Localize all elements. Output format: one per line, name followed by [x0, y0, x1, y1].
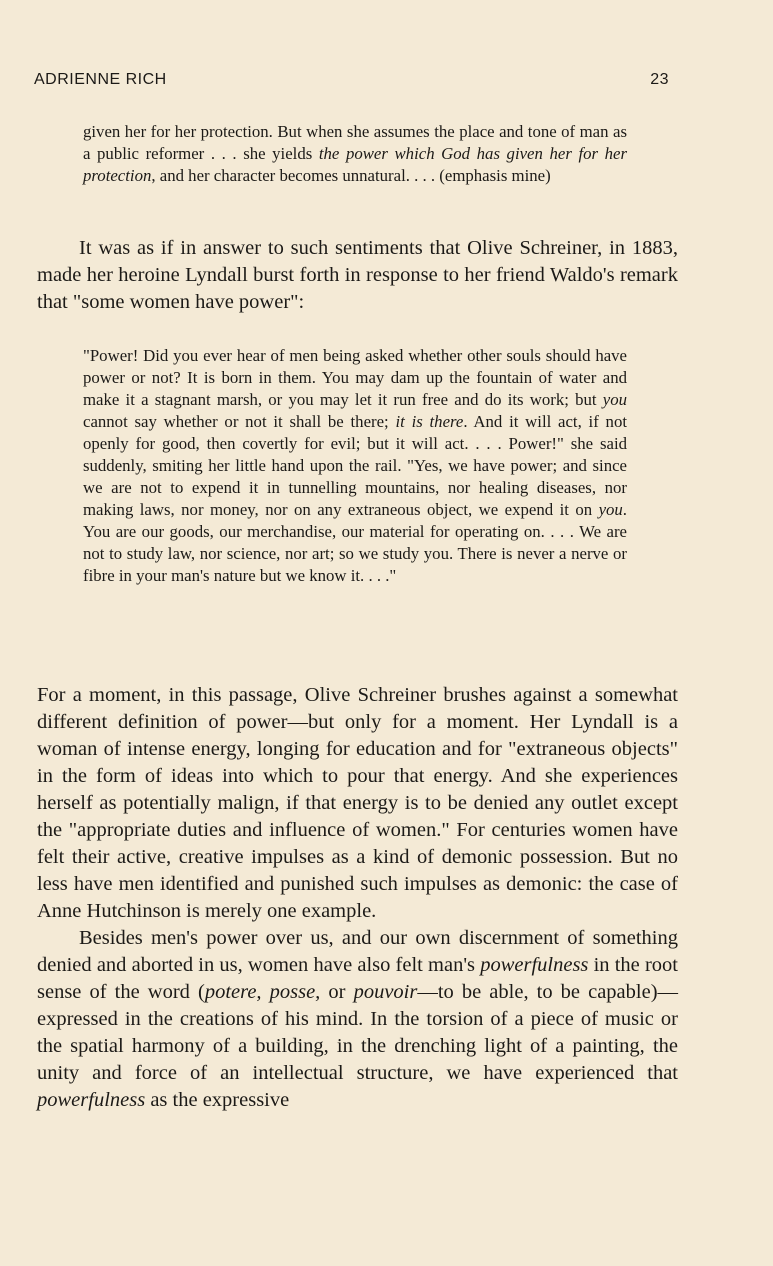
p2-text-3: or: [320, 981, 354, 1003]
p2-text-4: —to be able, to be capable)—expressed in the creations of his mind. In the torsion of a piece of music or the spatial harmony of a building, in the drenching light of a painting, the unity and force of an intellectual structure, we have experienced that: [37, 981, 679, 1084]
p2-text-1: Besides men's power over us, and our own discernment of something denied and aborted in us, women have also felt man's: [37, 927, 678, 976]
quote1-text-1: given her for her protection. But when she assumes the place and tone of man as a public reformer . . . she yields: [83, 122, 627, 163]
quote2-text-3: . And it will act, if not openly for good, then covertly for evil; but it will act. . . . Power!" she said suddenly, smiting her little hand upon the rail. "Yes, we have power; and since we are not to expend it in tunnelling mountains, nor healing diseases, nor making laws, nor money, nor on any extraneous object, we expend it on: [83, 412, 628, 519]
running-head-author: ADRIENNE RICH: [34, 71, 167, 88]
p2-emphasis-powerfulness-2: powerfulness: [37, 1089, 146, 1111]
running-head: [34, 71, 669, 89]
quote2-text-2: cannot say whether or not it shall be there;: [83, 412, 396, 431]
main-text: [37, 682, 678, 1114]
quote1-text-2: , and her character becomes unnatural. . . . (emphasis mine): [151, 166, 551, 185]
p2-text-5: as the expressive: [145, 1089, 290, 1111]
quote2-text-4: . You are our goods, our merchandise, our material for operating on. . . . We are not to study law, nor science, nor art; so we study you. There is never a nerve or fibre in your man's nature but we know it. . . .": [83, 500, 627, 585]
quote2-emphasis-you-2: you: [598, 500, 623, 519]
p2-emphasis-pouvoir: pouvoir: [353, 981, 418, 1003]
page-number: 23: [650, 71, 669, 88]
p2-emphasis-powerfulness-1: powerfulness: [480, 954, 589, 976]
quote2-emphasis-it-is-there: it is there: [395, 412, 464, 431]
paragraph-2: [37, 925, 678, 1114]
paragraph-1: For a moment, in this passage, Olive Schreiner brushes against a somewhat different definition of power—but only for a moment. Her Lyndall is a woman of intense energy, longing for education and for "extraneous objects" in the form of ideas into which to pour that energy. And she experiences herself as potentially malign, if that energy is to be denied any outlet except the "appropriate duties and influence of women." For centuries women have felt their active, creative impulses as a kind of demonic possession. But no less have men identified and punished such impulses as demonic: the case of Anne Hutchinson is merely one example.: [37, 684, 678, 922]
quote2-emphasis-you-1: you: [602, 390, 627, 409]
quote2-text-1: "Power! Did you ever hear of men being asked whether other souls should have power or not? It is born in them. You may dam up the fountain of water and make it a stagnant marsh, or you may let it run free and do its work; but: [83, 346, 627, 409]
intro-paragraph: [37, 235, 678, 316]
quote1-emphasis: the power which God has given her for her protection: [83, 144, 627, 185]
p2-emphasis-potere-posse: potere, posse,: [204, 981, 321, 1003]
block-quote-1: [83, 121, 627, 187]
block-quote-2: [83, 345, 627, 587]
p2-text-2: in the root sense of the word (: [37, 954, 678, 1003]
intro-paragraph-text: It was as if in answer to such sentiments that Olive Schreiner, in 1883, made her heroine Lyndall burst forth in response to her friend Waldo's remark that "some women have power":: [37, 237, 678, 313]
